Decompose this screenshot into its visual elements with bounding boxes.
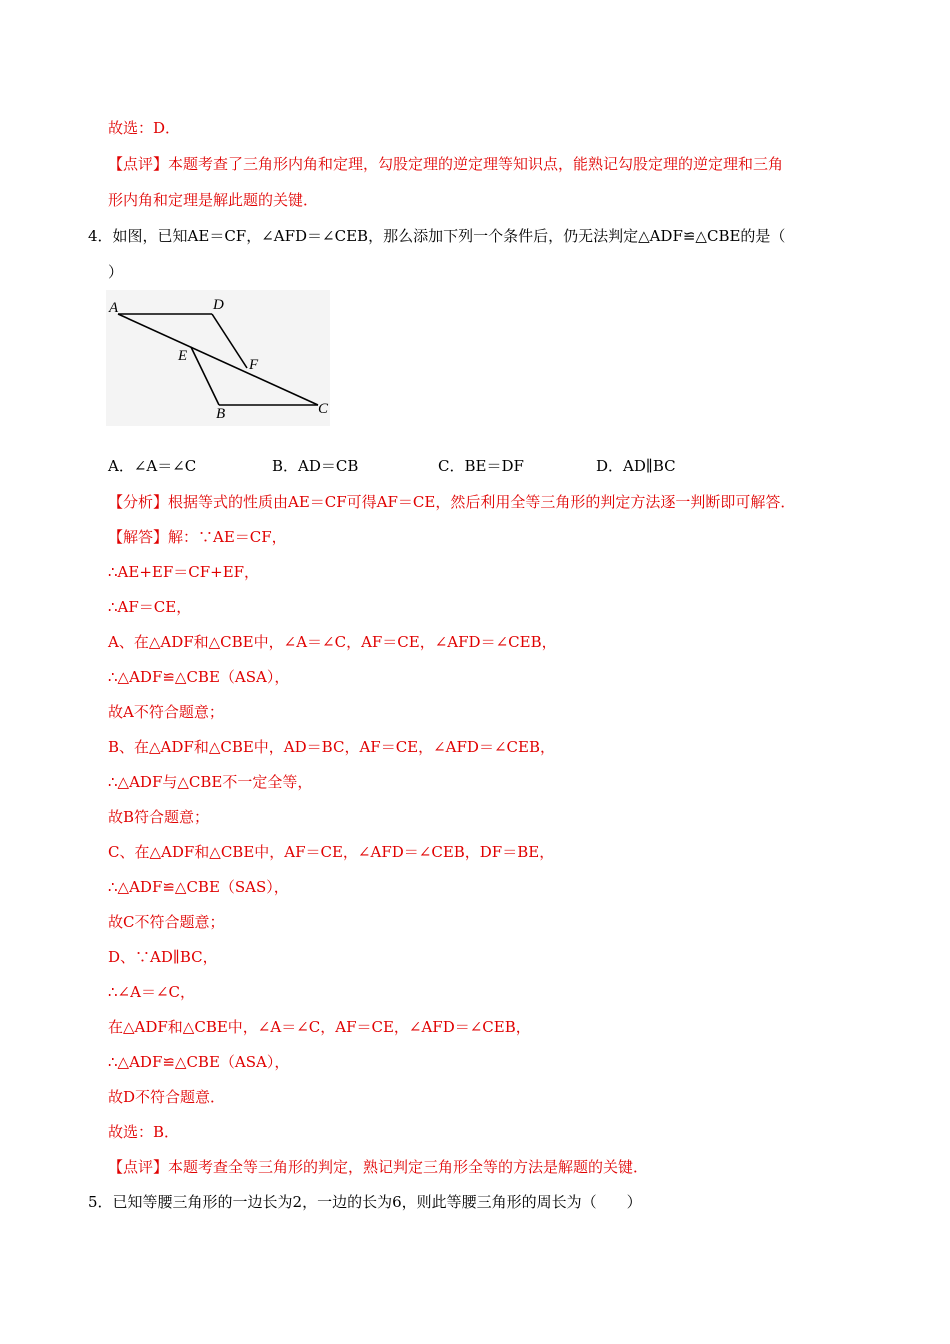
solution-step: 故A不符合题意； (108, 703, 224, 721)
option-a: A．∠A＝∠C (108, 457, 197, 475)
solution-step: ∴△ADF≌△CBE（ASA）， (108, 1053, 290, 1071)
solution-step: 故C不符合题意； (108, 913, 225, 931)
analysis-line: 【分析】根据等式的性质由AE＝CF可得AF＝CE，然后利用全等三角形的判定方法逐一判断即可解答． (108, 493, 796, 511)
answer-line: 故选：D． (108, 119, 181, 137)
label-f: F (249, 357, 259, 373)
comment-line: 【点评】本题考查全等三角形的判定，熟记判定三角形全等的方法是解题的关键． (108, 1158, 649, 1176)
label-a: A (109, 300, 119, 316)
solution-step: ∴AF＝CE， (108, 598, 192, 616)
solution-step: ∴△ADF≌△CBE（SAS）， (108, 878, 289, 896)
solution-step: C、在△ADF和△CBE中，AF＝CE，∠AFD＝∠CEB，DF＝BE， (108, 843, 555, 861)
answer-line: 故选：B． (108, 1123, 180, 1141)
solution-step: ∴△ADF≌△CBE（ASA）， (108, 668, 290, 686)
solution-step: A、在△ADF和△CBE中，∠A＝∠C，AF＝CE，∠AFD＝∠CEB， (108, 633, 557, 651)
label-b: B (216, 406, 226, 422)
option-c: C．BE＝DF (438, 457, 524, 475)
solution-start: 【解答】解：∵AE＝CF， (108, 528, 287, 546)
question-5-stem: 5．已知等腰三角形的一边长为2，一边的长为6，则此等腰三角形的周长为（ ） (88, 1193, 642, 1211)
solution-step: D、∵AD∥BC， (108, 948, 218, 966)
label-d: D (213, 297, 224, 313)
question-4-stem: 4．如图，已知AE＝CF，∠AFD＝∠CEB，那么添加下列一个条件后，仍无法判定△ADF≌△CBE的是（ (88, 227, 786, 245)
solution-step: 在△ADF和△CBE中，∠A＝∠C，AF＝CE，∠AFD＝∠CEB， (108, 1018, 531, 1036)
option-d: D．AD∥BC (596, 457, 676, 475)
option-b: B．AD＝CB (272, 457, 359, 475)
geometry-figure (106, 290, 330, 426)
question-4-bracket: ） (108, 263, 124, 281)
solution-step: 故B符合题意； (108, 808, 210, 826)
comment-line-cont: 形内角和定理是解此题的关键． (108, 191, 319, 209)
comment-line: 【点评】本题考查了三角形内角和定理，勾股定理的逆定理等知识点，能熟记勾股定理的逆定理和三角 (108, 155, 784, 173)
label-e: E (178, 348, 188, 364)
solution-step: 故D不符合题意． (108, 1088, 226, 1106)
solution-step: B、在△ADF和△CBE中，AD＝BC，AF＝CE，∠AFD＝∠CEB， (108, 738, 555, 756)
solution-step: ∴△ADF与△CBE不一定全等， (108, 773, 313, 791)
solution-step: ∴∠A＝∠C， (108, 983, 195, 1001)
solution-step: ∴AE+EF＝CF+EF， (108, 563, 260, 581)
label-c: C (318, 401, 329, 417)
